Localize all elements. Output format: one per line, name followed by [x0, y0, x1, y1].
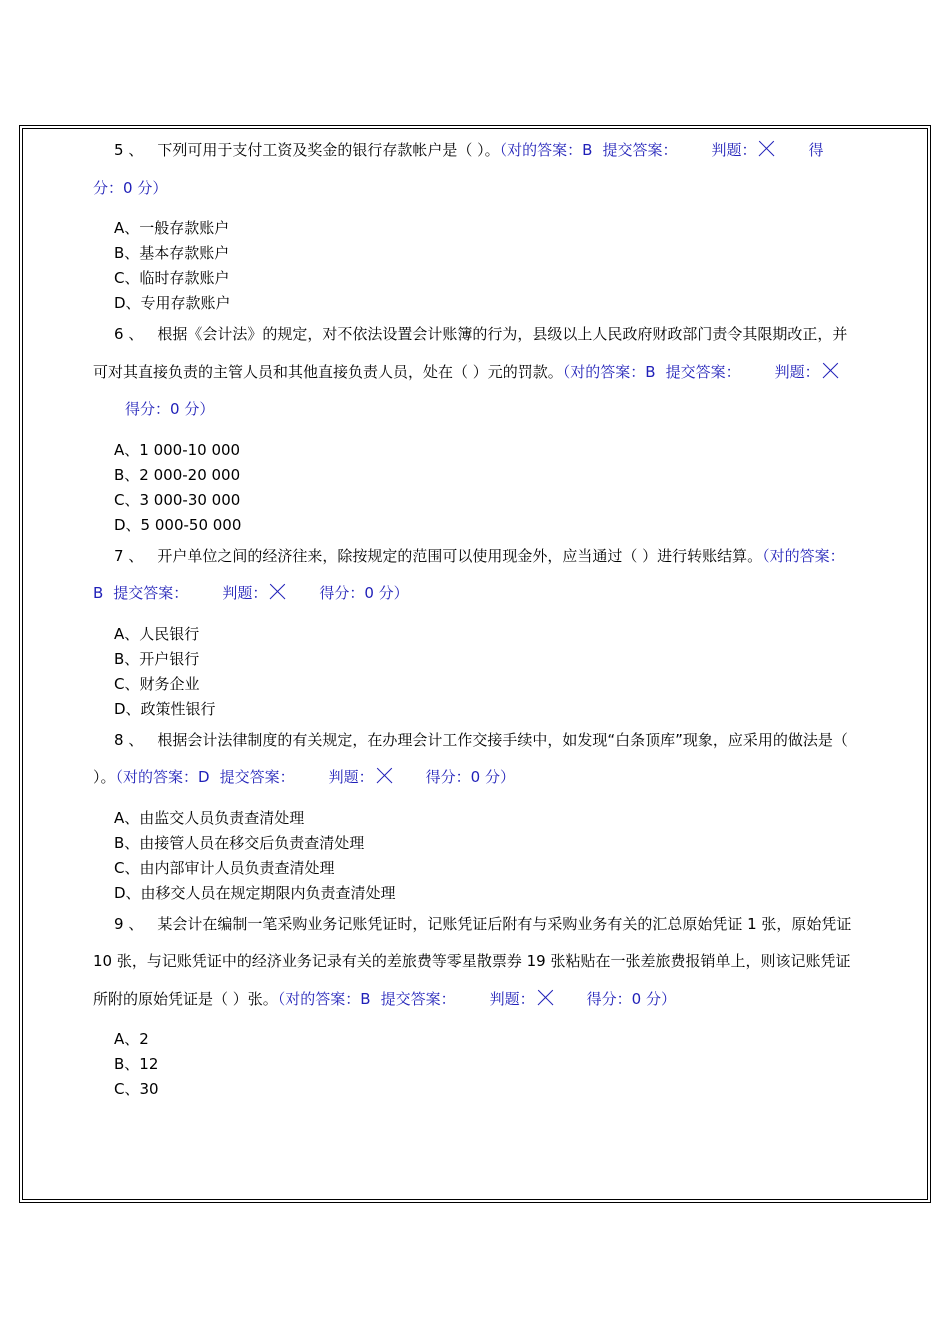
submitted-answer-label: 提交答案：: [113, 584, 189, 602]
score-label: 得分：: [93, 141, 824, 197]
option-item: A、一般存款账户: [114, 219, 230, 237]
question-number: 7: [114, 546, 124, 565]
option-item: B、基本存款账户: [114, 244, 230, 262]
option-item: B、2 000-20 000: [114, 465, 241, 484]
submitted-answer-label: 提交答案：: [665, 362, 741, 381]
option-list: [114, 216, 853, 316]
question-text: [93, 132, 853, 207]
option-item: C、临时存款账户: [114, 269, 230, 287]
option-item: C、30: [114, 1080, 159, 1098]
correct-answer-value: D: [198, 768, 210, 786]
judge-label: 判题：: [489, 989, 535, 1008]
question-separator: 、: [128, 141, 144, 159]
question-block: [93, 132, 853, 316]
question-number: 8: [114, 730, 124, 749]
option-item: B、由接管人员在移交后负责查清处理: [114, 833, 365, 852]
question-block: [93, 538, 853, 722]
score-value: 0 分）: [631, 989, 676, 1008]
question-list: [93, 132, 853, 1102]
correct-answer-label: （对的答案：: [277, 989, 361, 1008]
question-text: [93, 538, 853, 613]
score-value: 0 分）: [364, 584, 409, 602]
question-stem: 开户单位之间的经济往来，除按规定的范围可以使用现金外，应当通过（ ）进行转账结算。: [157, 546, 763, 565]
score-label: 得分：: [425, 768, 471, 786]
question-stem: 某会计在编制一笔采购业务记账凭证时，记账凭证后附有与采购业务有关的汇总原始凭证 1 张，原始凭证 10 张，与记账凭证中的经济业务记录有关的差旅费等零星散票券 19 张粘贴在一张差旅费报销单上，则该记账凭证所附的原始凭证是（ ）张。: [93, 914, 852, 1008]
question-separator: 、: [128, 325, 144, 343]
question-block: [93, 316, 853, 538]
option-list: [114, 622, 853, 722]
score-label: 得分：: [586, 989, 632, 1008]
option-item: C、3 000-30 000: [114, 490, 241, 509]
judge-label: 判题：: [328, 768, 374, 786]
question-number: 5: [114, 141, 124, 159]
wrong-mark-icon: [376, 768, 392, 784]
option-item: A、1 000-10 000: [114, 440, 241, 459]
wrong-mark-icon: [758, 141, 774, 157]
question-block: [93, 906, 853, 1103]
question-block: [93, 722, 853, 906]
option-item: C、由内部审计人员负责查清处理: [114, 858, 335, 877]
question-separator: 、: [128, 730, 144, 749]
correct-answer-value: B: [645, 362, 656, 381]
question-text: [93, 722, 853, 797]
question-stem: 下列可用于支付工资及奖金的银行存款帐户是（ ）。: [157, 141, 500, 159]
option-item: B、开户银行: [114, 649, 200, 668]
wrong-mark-icon: [822, 363, 838, 379]
score-label: 得分：: [125, 400, 171, 418]
option-item: A、人民银行: [114, 624, 200, 643]
question-text: [93, 316, 853, 429]
option-item: C、财务企业: [114, 674, 200, 693]
option-list: [114, 1027, 853, 1102]
correct-answer-value: B: [360, 989, 371, 1008]
judge-label: 判题：: [774, 362, 820, 381]
question-number: 9: [114, 914, 124, 933]
judge-label: 判题：: [711, 141, 757, 159]
question-stem: 根据《会计法》的规定，对不依法设置会计账簿的行为，县级以上人民政府财政部门责令其限期改正，并可对其直接负责的主管人员和其他直接负责人员，处在（ ）元的罚款。: [93, 325, 848, 381]
submitted-answer-label: 提交答案：: [219, 768, 295, 786]
correct-answer-label: （对的答案：: [115, 768, 199, 786]
option-list: [114, 806, 853, 906]
correct-answer-label: （对的答案：: [562, 362, 646, 381]
score-value: 0 分）: [123, 178, 168, 197]
wrong-mark-icon: [269, 584, 285, 600]
correct-answer-label: （对的答案：: [762, 546, 845, 565]
option-item: D、5 000-50 000: [114, 515, 242, 534]
question-text: [93, 906, 853, 1019]
submitted-answer-label: 提交答案：: [602, 141, 678, 159]
score-value: 0 分）: [170, 400, 215, 418]
option-item: A、由监交人员负责查清处理: [114, 808, 305, 827]
grading-feedback: [278, 990, 676, 1008]
question-separator: 、: [128, 914, 144, 933]
correct-answer-value: B: [582, 141, 593, 159]
option-item: D、由移交人员在规定期限内负责查清处理: [114, 883, 396, 902]
grading-feedback: [116, 768, 515, 786]
wrong-mark-icon: [537, 990, 553, 1006]
question-separator: 、: [128, 546, 144, 565]
question-stem: 根据会计法律制度的有关规定，在办理会计工作交接手续中，如发现“白条顶库”现象，应采用的做法是（ ）。: [93, 730, 848, 786]
option-list: [114, 438, 853, 538]
option-item: D、政策性银行: [114, 699, 216, 718]
option-item: A、2: [114, 1030, 149, 1048]
score-label: 得分：: [319, 584, 365, 602]
question-number: 6: [114, 325, 124, 343]
correct-answer-label: （对的答案：: [499, 141, 583, 159]
option-item: D、专用存款账户: [114, 294, 231, 312]
score-value: 0 分）: [470, 768, 515, 786]
judge-label: 判题：: [222, 584, 268, 602]
correct-answer-value: B: [93, 584, 104, 602]
option-item: B、12: [114, 1055, 159, 1073]
submitted-answer-label: 提交答案：: [380, 989, 456, 1008]
